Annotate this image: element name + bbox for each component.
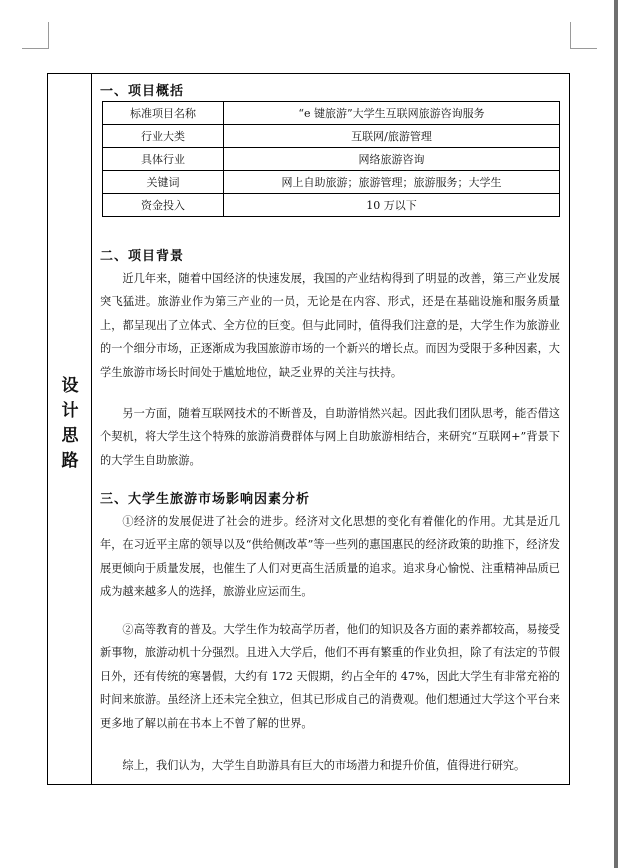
table-row xyxy=(103,194,560,217)
label-char: 思 xyxy=(61,426,79,446)
crop-mark-top-left xyxy=(22,22,49,49)
label-char: 设 xyxy=(61,376,79,396)
row-key: 关键词 xyxy=(103,171,224,194)
table-row xyxy=(103,102,560,125)
background-paragraph-2: 另一方面，随着互联网技术的不断普及，自助游悄然兴起。因此我们团队思考，能否借这个契机，将大学生这个特殊的旅游消费群体与网上自助旅游相结合，来研究“互联网+”背景下的大学生自助旅游。 xyxy=(100,407,560,467)
analysis-paragraph-1: ①经济的发展促进了社会的进步。经济对文化思想的变化有着催化的作用。尤其是近几年，在习近平主席的领导以及“供给侧改革”等一些列的惠国惠民的经济政策的助推下，经济发展更倾向于质量发展，也催生了人们对更高生活质量的追求。追求身心愉悦、注重精神品质已成为越来越多人的选择，旅游业应运而生。 xyxy=(100,515,560,599)
row-value: “e 键旅游”大学生互联网旅游咨询服务 xyxy=(224,102,560,125)
row-key: 具体行业 xyxy=(103,148,224,171)
crop-mark-top-right xyxy=(570,22,597,49)
content-column xyxy=(93,74,569,784)
table-row xyxy=(103,148,560,171)
table-row xyxy=(103,125,560,148)
row-value: 10 万以下 xyxy=(224,194,560,217)
analysis-paragraph-3: 综上，我们认为，大学生自助游具有巨大的市场潜力和提升价值，值得进行研究。 xyxy=(122,759,526,772)
project-info-table xyxy=(102,101,560,217)
section-title-background: 二、项目背景 xyxy=(100,249,185,264)
left-column xyxy=(48,74,92,784)
background-paragraph-1: 近几年来，随着中国经济的快速发展，我国的产业结构得到了明显的改善，第三产业发展突飞猛进。旅游业作为第三产业的一员，无论是在内容、形式，还是在基础设施和服务质量上，都呈现出了立体式、全方位的巨变。但与此同时，值得我们注意的是，大学生作为旅游业的一个细分市场，正逐渐成为我国旅游市场的一个新兴的增长点。而因为受限于多种因素，大学生旅游市场长时间处于尴尬地位，缺乏业界的关注与扶持。 xyxy=(100,272,560,379)
label-char: 计 xyxy=(61,401,79,421)
analysis-paragraph-2: ②高等教育的普及。大学生作为较高学历者，他们的知识及各方面的素养都较高，易接受新事物，旅游动机十分强烈。且进入大学后，他们不再有繁重的作业负担，除了有法定的节假日外，还有传统的寒暑假，大约有 172 天假期，约占全年的 47%，因此大学生有非常充裕的时间来旅游。虽经济上还未完全独立，但其已形成自己的消费观。他们想通过大学这个平台来更多地了解以前在书本上不曾了解的世界。 xyxy=(100,623,560,730)
design-idea-label xyxy=(48,374,92,474)
row-value: 网络旅游咨询 xyxy=(224,148,560,171)
form-table xyxy=(47,73,570,785)
section-title-analysis: 三、大学生旅游市场影响因素分析 xyxy=(100,492,311,507)
page-edge xyxy=(614,0,618,868)
table-row xyxy=(103,171,560,194)
row-key: 标准项目名称 xyxy=(103,102,224,125)
row-key: 资金投入 xyxy=(103,194,224,217)
row-value: 网上自助旅游；旅游管理；旅游服务；大学生 xyxy=(224,171,560,194)
row-value: 互联网/旅游管理 xyxy=(224,125,560,148)
section-title-overview: 一、项目概括 xyxy=(100,84,185,99)
label-char: 路 xyxy=(61,451,79,471)
row-key: 行业大类 xyxy=(103,125,224,148)
